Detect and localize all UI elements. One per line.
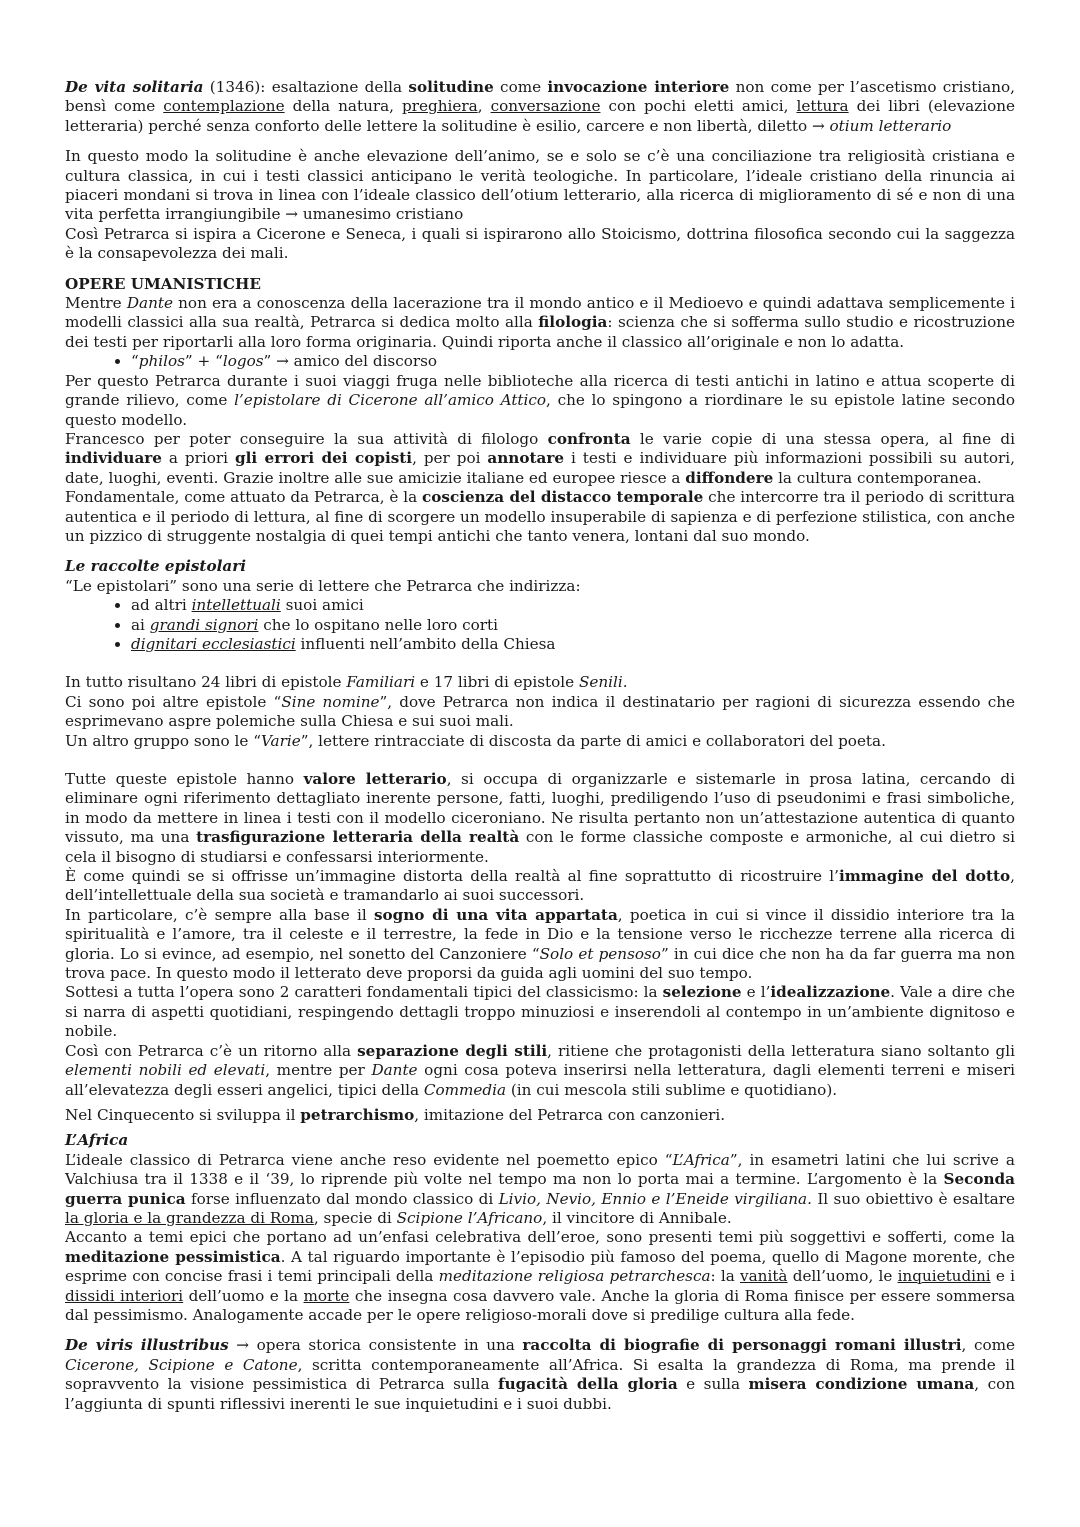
text-run: Scipione l’Africano xyxy=(396,1208,543,1227)
para-petrarchismo xyxy=(65,1106,1015,1125)
list-item xyxy=(131,352,1015,371)
text-run: Familiari xyxy=(346,673,416,692)
text-run: , come xyxy=(961,1336,1015,1355)
text-run: philos xyxy=(138,352,185,371)
text-run: gli errori dei copisti xyxy=(234,449,413,468)
document-page xyxy=(65,78,1015,1414)
para-varie xyxy=(65,732,1015,751)
para-sine-nomine xyxy=(65,693,1015,732)
para-africa xyxy=(65,1151,1015,1229)
text-run: dei libri (elevazione letteraria) perché senza conforto delle lettere la solitudine è esilio, carcere e non libertà, diletto → xyxy=(65,97,1016,135)
text-run: Sottesi a tutta l’opera sono 2 caratteri fondamentali tipici del classicismo: la xyxy=(65,983,663,1002)
text-run: “Le epistolari” sono una serie di lettere che Petrarca che indirizza: xyxy=(65,576,581,595)
text-run: ” in cui dice che non ha da far guerra ma non trova pace. In questo modo il letterato deve proporsi da guida agli uomini del suo tempo. xyxy=(65,944,1015,983)
text-run: le varie copie di una stessa opera, al fine di xyxy=(630,429,1015,448)
para-de-viris-illustribus xyxy=(65,1336,1015,1414)
text-run: conversazione xyxy=(490,97,601,116)
text-run: lettura xyxy=(796,97,849,116)
text-run: , scritta contemporaneamente all’Africa. Si esalta la grandezza di Roma, ma prende il sopravvento la visione pessimistica di Petrarca sulla xyxy=(65,1355,1015,1394)
text-run: ”, dove Petrarca non indica il destinatario per ragioni di sicurezza essendo che esprimevano aspre polemiche sulla Chiesa e sui suoi mali. xyxy=(65,692,1015,731)
list-item xyxy=(131,616,1015,635)
text-run: Il suo obiettivo è esaltare xyxy=(811,1189,1015,1208)
text-run: grandi signori xyxy=(149,615,259,634)
text-run: Commedia xyxy=(423,1080,507,1099)
text-run: In questo modo la solitudine è anche elevazione dell’animo, se e solo se c’è una conciliazione tra religiosità cristiana e cultura classica, in cui i testi classici anticipano le verità teologiche. In particolare, l’ideale cristiano della rinuncia ai piaceri mondani si trova in linea con l’ideale classico dell’otium letterario, alla ricerca di miglioramento di sé e non di una vita perfetta irrangiungibile → umanesimo cristiano xyxy=(65,147,1015,224)
para-meditazione-pessimistica xyxy=(65,1228,1015,1325)
text-run: dell’uomo, le xyxy=(787,1267,898,1286)
text-run: L’ideale classico di Petrarca viene anche reso evidente nel poemetto epico “ xyxy=(65,1150,673,1169)
text-run: influenti nell’ambito della Chiesa xyxy=(295,634,556,653)
text-run: Per questo Petrarca durante i suoi viaggi fruga nelle biblioteche alla ricerca di testi antichi in latino e attua scoperte di grande rilievo, come xyxy=(65,371,1015,410)
text-run: suoi amici xyxy=(280,596,364,615)
text-run: con pochi eletti amici, xyxy=(600,97,797,116)
text-run: ” → amico del discorso xyxy=(263,352,438,371)
para-solitudine-elevazione xyxy=(65,147,1015,225)
text-run: . Vale a dire che si narra di aspetti quotidiani, respingendo dettagli troppo minuziosi e inserendoli al contempo in un’ambiente dignitoso e nobile. xyxy=(65,983,1015,1041)
text-run: che intercorre tra il periodo di scrittura autentica e il periodo di lettura, al fine di scorgere un modello insuperabile di sapienza e di perfezione stilistica, con anche un pizzico di struggente nostalgia di quei tempi antichi che tanto venera, lontani dal suo mondo. xyxy=(65,488,1015,545)
text-run: non era a conoscenza della lacerazione tra il mondo antico e il Medioevo e quindi adattava semplicemente i modelli classici alla sua realtà, Petrarca si dedica molto alla xyxy=(65,294,1016,332)
text-run: , imitazione del Petrarca con canzonieri. xyxy=(414,1105,726,1124)
text-run: separazione degli stili xyxy=(357,1041,548,1060)
text-run: , per poi xyxy=(412,449,488,468)
para-de-vita-solitaria xyxy=(65,78,1015,136)
text-run: immagine del dotto xyxy=(838,867,1011,886)
text-run: dissidi interiori xyxy=(65,1286,184,1305)
para-filologia xyxy=(65,294,1015,352)
text-run: raccolta di biografie di personaggi romani illustri xyxy=(522,1336,962,1355)
text-run: morte xyxy=(303,1286,350,1305)
text-run: In particolare, c’è sempre alla base il xyxy=(65,905,374,924)
text-run: Nel Cinquecento si sviluppa il xyxy=(65,1105,301,1124)
text-run: con le forme classiche composte e armoniche, al cui dietro si cela il bisogno di studiarsi e confessarsi interiormente. xyxy=(65,828,1015,866)
text-run: Fondamentale, come attuato da Petrarca, è la xyxy=(65,488,423,507)
text-run: selezione xyxy=(662,983,742,1002)
text-run: : scienza che si sofferma sullo studio e ricostruzione dei testi per riportarli alla loro forma originaria. Quindi riporta anche il classico all’originale e non lo adatta. xyxy=(65,313,1015,351)
text-run: meditazione religiosa petrarchesca xyxy=(438,1267,711,1286)
text-run: , xyxy=(477,97,491,116)
text-run: otium letterario xyxy=(829,116,952,135)
text-run: petrarchismo xyxy=(300,1105,415,1124)
text-run: Dante xyxy=(371,1061,418,1080)
text-run: elementi nobili ed elevati xyxy=(65,1061,266,1080)
text-run: contemplazione xyxy=(163,97,285,116)
para-distacco-temporale xyxy=(65,488,1015,546)
text-run: coscienza del distacco temporale xyxy=(422,488,704,507)
text-run: confronta xyxy=(547,429,631,448)
para-vita-appartata xyxy=(65,906,1015,984)
text-run: , poetica in cui si vince il dissidio interiore tra la spiritualità e l’amore, tra il celeste e il terrestre, la fede in Dio e la tensione verso le ricchezze terrene alla ricerca di gloria. Lo si evince, ad esempio, nel sonetto del Canzoniere “ xyxy=(65,905,1015,963)
text-run: e l’ xyxy=(741,983,771,1002)
text-run: solitudine xyxy=(408,78,494,96)
text-run: (1346): esaltazione della xyxy=(203,78,409,96)
text-run: come xyxy=(493,78,548,96)
text-run: ogni cosa poteva inserirsi nella letteratura, dagli elementi terreni e miseri all’elevatezza degli esseri angelici, tipici della xyxy=(65,1061,1015,1099)
text-run: inquietudini xyxy=(897,1267,991,1286)
text-run: dell’uomo e la xyxy=(183,1286,304,1305)
text-run: , ritiene che protagonisti della letteratura siano soltanto gli xyxy=(547,1041,1015,1060)
text-run: Così Petrarca si ispira a Cicerone e Seneca, i quali si ispirarono allo Stoicismo, dottrina filosofica secondo cui la saggezza è la consapevolezza dei mali. xyxy=(65,224,1015,263)
text-run: preghiera xyxy=(402,97,478,116)
text-run: . A tal riguardo importante è l’episodio più famoso del poema, quello di Magone morente, che esprime con concise frasi i temi principali della xyxy=(65,1247,1015,1286)
text-run: Così con Petrarca c’è un ritorno alla xyxy=(65,1041,358,1060)
bullet-list-destinatari xyxy=(65,596,1015,654)
text-run: , specie di xyxy=(313,1208,397,1227)
text-run: De vita solitaria xyxy=(65,78,204,96)
text-run: la cultura contemporanea. xyxy=(773,468,982,487)
text-run: Cicerone, Scipione e Catone xyxy=(65,1355,298,1374)
text-run: dignitari ecclesiastici xyxy=(131,634,296,653)
text-run: Un altro gruppo sono le “ xyxy=(65,731,261,750)
text-run: ” + “ xyxy=(184,352,223,371)
para-cicerone-seneca xyxy=(65,225,1015,264)
text-run: ai xyxy=(131,615,150,634)
text-run: diffondere xyxy=(685,468,774,487)
para-biblioteche xyxy=(65,372,1015,430)
text-run: , il vincitore di Annibale. xyxy=(542,1208,732,1227)
text-run: Accanto a temi epici che portano ad un’enfasi celebrativa dell’eroe, sono presenti temi più soggettivi e sofferti, come la xyxy=(65,1228,1015,1247)
para-separazione-stili xyxy=(65,1042,1015,1100)
text-run: la gloria e la grandezza di Roma xyxy=(65,1208,314,1227)
text-run: annotare xyxy=(487,449,564,468)
text-run: , con l’aggiunta di spunti riflessivi inerenti le sue inquietudini e i suoi dubbi. xyxy=(65,1375,1015,1413)
text-run: ”, in esametri latini che lui scrive a Valchiusa tra il 1338 e il ‘39, lo riprende più volte nel tempo ma non lo porta mai a termine. L’argomento è la xyxy=(65,1150,1015,1189)
text-run: , che lo spingono a riordinare le su epistole latine secondo questo modello. xyxy=(65,391,1015,429)
text-run: → opera storica consistente in una xyxy=(228,1336,523,1355)
text-run: della natura, xyxy=(284,97,403,116)
text-run: “ xyxy=(131,352,139,371)
text-run: Varie xyxy=(260,731,301,750)
text-run: logos xyxy=(222,352,264,371)
text-run: individuare xyxy=(65,449,162,468)
text-run: Senili. xyxy=(578,673,628,692)
para-libri-epistole xyxy=(65,673,1015,692)
text-run: non come per l’ascetismo cristiano, bensì come xyxy=(65,78,1015,116)
text-run: che insegna cosa davvero vale. Anche la gloria di Roma finisce per essere sommersa dal pessimismo. Analogamente accade per le opere religioso-morali dove si predilige cultura alla fede. xyxy=(65,1286,1015,1324)
text-run: misera condizione umana xyxy=(748,1375,975,1394)
text-run: È come quindi se si offrisse un’immagine distorta della realtà al fine soprattutto di ricostruire l’ xyxy=(65,867,839,886)
text-run: Seconda guerra punica xyxy=(65,1170,1015,1208)
text-run: vanità xyxy=(740,1267,788,1286)
text-run: intellettuali xyxy=(191,596,281,615)
text-run: (in cui mescola stili sublime e quotidiano). xyxy=(506,1080,838,1099)
text-run: fugacità della gloria xyxy=(498,1375,678,1394)
list-item xyxy=(131,635,1015,654)
text-run: meditazione pessimistica xyxy=(65,1247,281,1266)
text-run: e 17 libri di epistole xyxy=(415,673,579,692)
text-run: Ci sono poi altre epistole “ xyxy=(65,692,282,711)
para-filologo xyxy=(65,430,1015,488)
text-run: a priori xyxy=(161,449,235,468)
text-run: trasfigurazione letteraria della realtà xyxy=(196,828,520,847)
text-run: i testi e individuare più informazioni possibili su autori, date, luoghi, eventi. Grazie inoltre alle sue amicizie italiane ed europee riesce a xyxy=(65,449,1015,487)
text-run: filologia xyxy=(538,313,608,332)
text-run: valore letterario xyxy=(303,770,447,788)
para-valore-letterario xyxy=(65,770,1015,867)
text-run: Solo et pensoso xyxy=(539,944,661,963)
list-item xyxy=(131,596,1015,615)
para-epistolari-intro xyxy=(65,577,1015,596)
text-run: Tutte queste epistole hanno xyxy=(65,770,304,788)
heading-africa: L’Africa xyxy=(65,1131,129,1150)
text-run: Mentre xyxy=(65,294,127,313)
text-run: Sine nomine xyxy=(281,692,380,711)
text-run: idealizzazione xyxy=(770,983,891,1002)
text-run: ad altri xyxy=(131,596,192,615)
text-run: In tutto risultano 24 libri di epistole xyxy=(65,673,347,692)
text-run: l’epistolare di Cicerone all’amico Attico xyxy=(234,391,547,410)
heading-opere-umanistiche: OPERE UMANISTICHE xyxy=(65,274,261,293)
text-run: ”, lettere rintracciate di discosta da parte di amici e collaboratori del poeta. xyxy=(300,731,886,750)
text-run: forse influenzato dal mondo classico di xyxy=(185,1189,499,1208)
text-run: Dante xyxy=(126,294,173,313)
text-run: , si occupa di organizzarle e sistemarle in prosa latina, cercando di eliminare ogni riferimento dettagliato inerente persone, fatti, luoghi, prediligendo l’uso di pseudonimi e frasi simboliche, in modo da mettere in linea i testi con il modello ciceroniano. Ne risulta pertanto non un’attestazione autentica di quanto vissuto, ma una xyxy=(65,770,1016,847)
text-run: De viris illustribus xyxy=(65,1336,229,1355)
text-run: : la xyxy=(710,1267,741,1286)
text-run: invocazione interiore xyxy=(547,78,730,96)
text-run: , dell’intellettuale della sua società e tramandarlo ai suoi successori. xyxy=(65,867,1015,905)
text-run: Livio, Nevio, Ennio e l’Eneide virgiliana. xyxy=(498,1189,812,1208)
text-run: , mentre per xyxy=(265,1061,372,1080)
heading-raccolte-epistolari: Le raccolte epistolari xyxy=(65,557,246,576)
text-run: sogno di una vita appartata xyxy=(373,905,618,924)
para-immagine-dotto xyxy=(65,867,1015,906)
text-run: e sulla xyxy=(677,1375,749,1394)
text-run: che lo ospitano nelle loro corti xyxy=(258,615,498,634)
text-run: Francesco per poter conseguire la sua attività di filologo xyxy=(65,429,548,448)
text-run: e i xyxy=(990,1267,1015,1286)
para-selezione-idealizzazione xyxy=(65,983,1015,1041)
text-run: L’Africa xyxy=(672,1150,730,1169)
bullet-list-philos xyxy=(65,352,1015,371)
